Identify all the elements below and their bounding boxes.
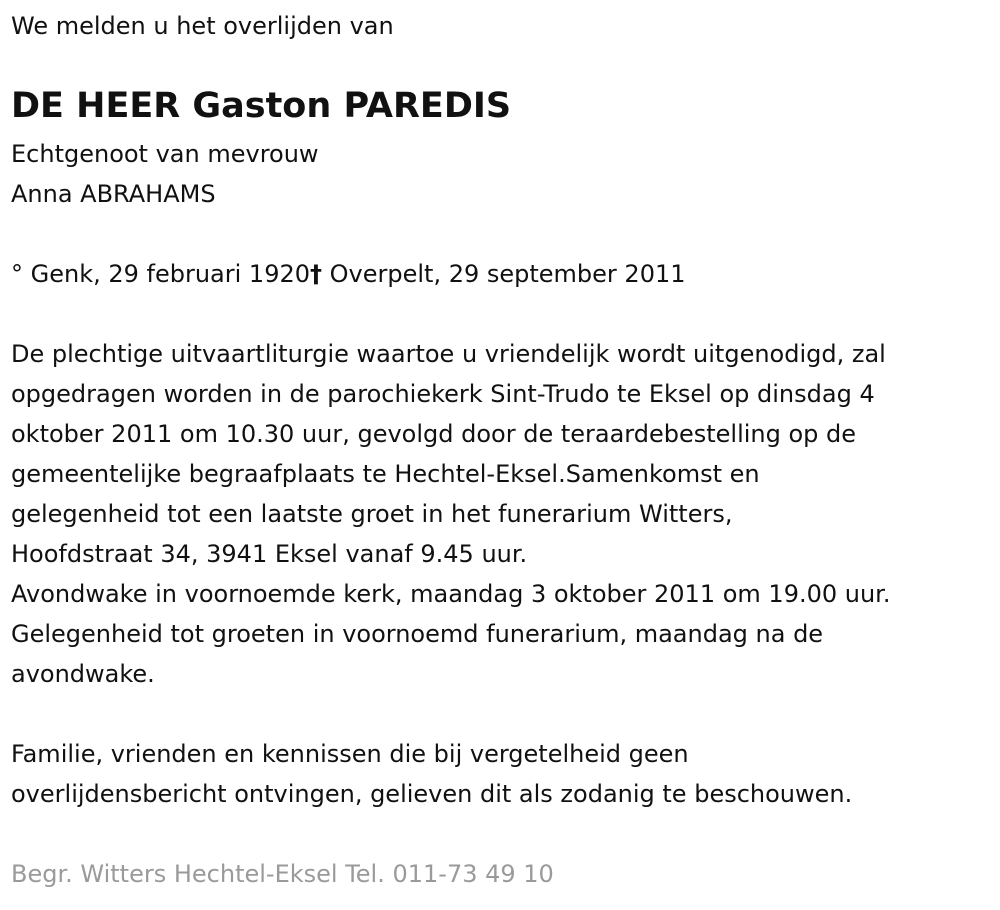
deceased-name: DE HEER Gaston PAREDIS xyxy=(11,86,512,126)
ceremony-line: Avondwake in voornoemde kerk, maandag 3 oktober 2011 om 19.00 uur. xyxy=(11,580,891,608)
death-info: Overpelt, 29 september 2011 xyxy=(322,260,686,288)
spouse-line-1: Echtgenoot van mevrouw xyxy=(11,140,319,168)
closing-line: Familie, vrienden en kennissen die bij vergetelheid geen xyxy=(11,740,689,768)
ceremony-line: avondwake. xyxy=(11,660,155,688)
ceremony-line: Gelegenheid tot groeten in voornoemd funerarium, maandag na de xyxy=(11,620,824,648)
life-dates xyxy=(11,254,686,294)
birth-info: ° Genk, 29 februari 1920 xyxy=(11,260,311,288)
ceremony-line: gemeentelijke begraafplaats te Hechtel-Eksel.Samenkomst en xyxy=(11,460,760,488)
intro-text: We melden u het overlijden van xyxy=(11,12,394,40)
ceremony-details xyxy=(11,334,890,694)
spouse-block xyxy=(11,134,319,214)
closing-line: overlijdensbericht ontvingen, gelieven dit als zodanig te beschouwen. xyxy=(11,780,853,808)
spouse-line-2: Anna ABRAHAMS xyxy=(11,180,216,208)
ceremony-line: gelegenheid tot een laatste groet in het funerarium Witters, xyxy=(11,500,733,528)
cross-icon: † xyxy=(310,260,323,288)
closing-note xyxy=(11,734,852,814)
ceremony-line: De plechtige uitvaartliturgie waartoe u vriendelijk wordt uitgenodigd, zal xyxy=(11,340,886,368)
ceremony-line: opgedragen worden in de parochiekerk Sint-Trudo te Eksel op dinsdag 4 xyxy=(11,380,875,408)
funeral-home-footer: Begr. Witters Hechtel-Eksel Tel. 011-73 49 10 xyxy=(11,860,554,888)
ceremony-line: oktober 2011 om 10.30 uur, gevolgd door de teraardebestelling op de xyxy=(11,420,857,448)
ceremony-line: Hoofdstraat 34, 3941 Eksel vanaf 9.45 uur. xyxy=(11,540,528,568)
